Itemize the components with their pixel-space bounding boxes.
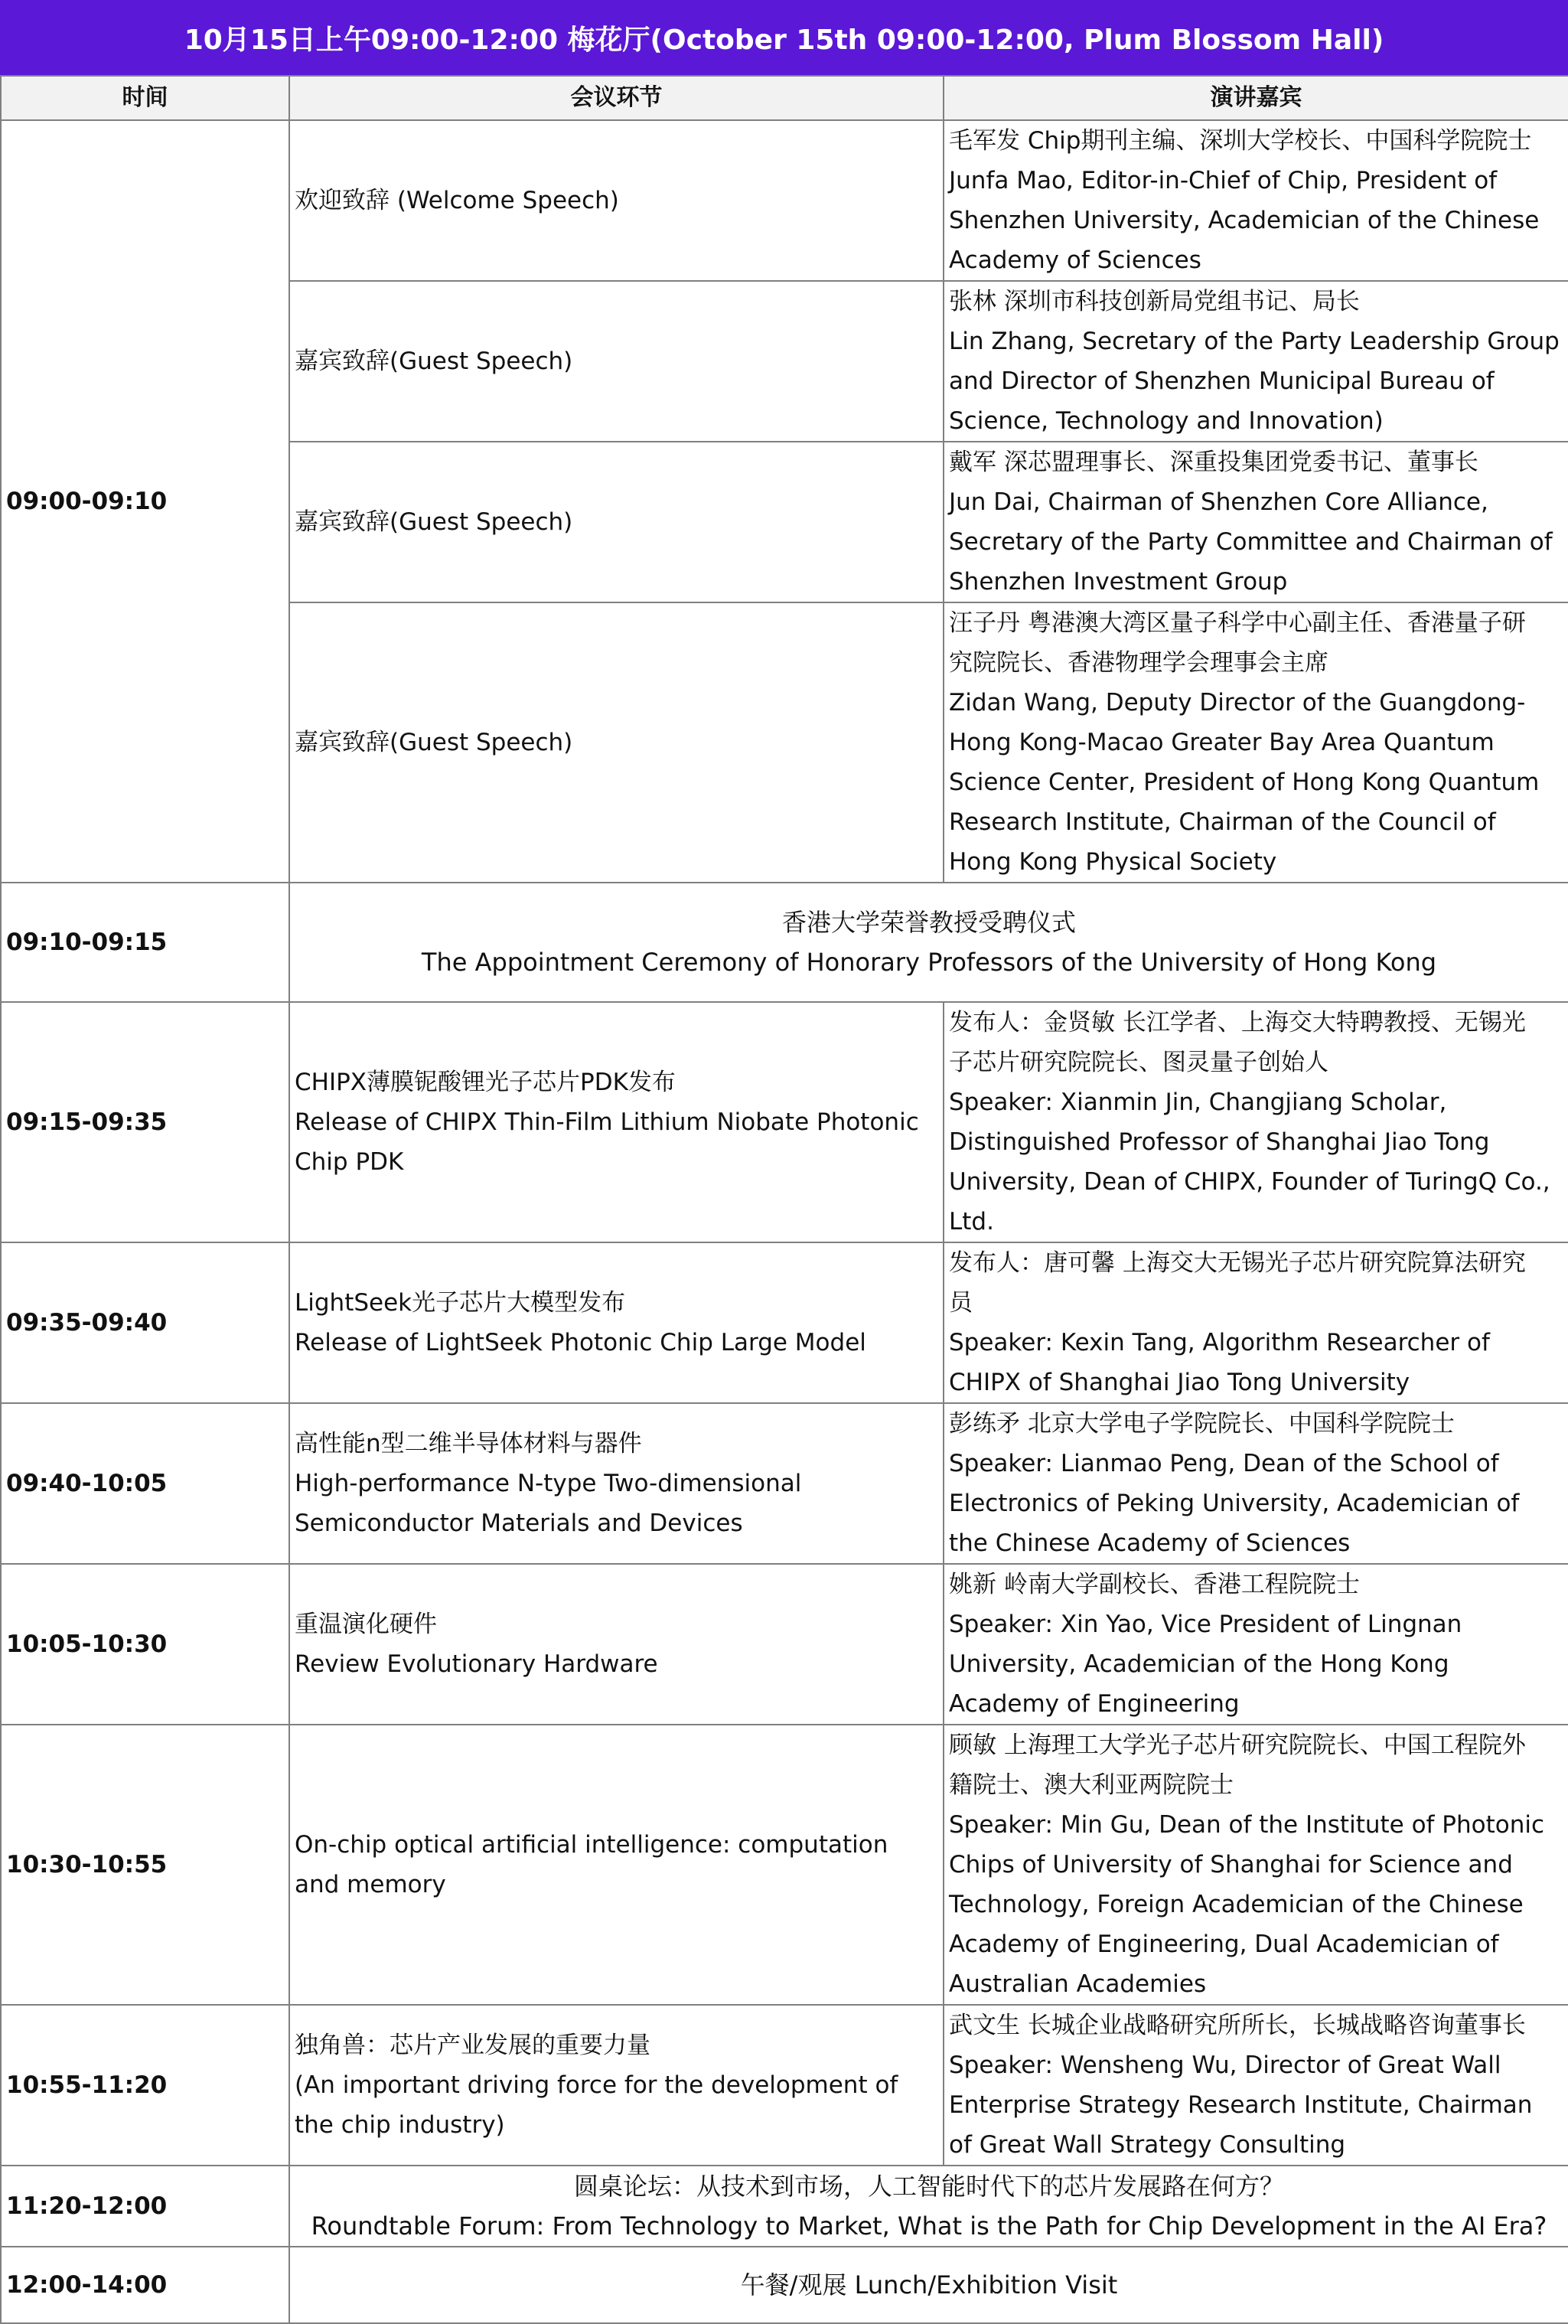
text-line: Electronics of Peking University, Academician of [949, 1490, 1520, 1517]
text-line: Semiconductor Materials and Devices [295, 1510, 743, 1537]
text-line: the chip industry) [295, 2111, 505, 2139]
text-line: Release of CHIPX Thin-Film Lithium Niobate Photonic [295, 1108, 919, 1136]
text-line: Speaker: Xin Yao, Vice President of Lingnan [949, 1611, 1462, 1638]
column-header-row [1, 76, 1568, 120]
speaker-cell [944, 2005, 1568, 2166]
text-line: and Director of Shenzhen Municipal Bureau of [949, 367, 1495, 395]
text-line: Junfa Mao, Editor-in-Chief of Chip, President of [949, 167, 1498, 194]
text-line: of Great Wall Strategy Consulting [949, 2131, 1346, 2159]
time-cell: 09:15-09:35 [1, 1002, 289, 1242]
time-cell: 09:00-09:10 [1, 120, 289, 883]
text-line: Enterprise Strategy Research Institute, Chairman [949, 2091, 1533, 2119]
time-cell: 09:10-09:15 [1, 883, 289, 1002]
text-line: On-chip optical artificial intelligence: computation [295, 1831, 888, 1859]
text-line: 发布人：金贤敏 长江学者、上海交大特聘教授、无锡光 [949, 1009, 1526, 1036]
text-line: Zidan Wang, Deputy Director of the Guangdong- [949, 689, 1526, 716]
text-line: Hong Kong Physical Society [949, 848, 1277, 876]
text-line: Speaker: Wensheng Wu, Director of Great Wall [949, 2051, 1501, 2079]
text-line: The Appointment Ceremony of Honorary Professors of the University of Hong Kong [421, 948, 1437, 977]
schedule-row [1, 1002, 1568, 1242]
text-line: 嘉宾致辞(Guest Speech) [295, 348, 573, 375]
text-line: Academy of Engineering, Dual Academician of [949, 1931, 1499, 1958]
text-line: 嘉宾致辞(Guest Speech) [295, 508, 573, 536]
text-line: Academy of Sciences [949, 246, 1201, 274]
merged-session-cell [289, 2247, 1568, 2323]
column-header-speaker: 演讲嘉宾 [944, 76, 1568, 120]
text-line: Technology, Foreign Academician of the Chinese [949, 1891, 1524, 1918]
text-line: Speaker: Min Gu, Dean of the Institute of Photonic [949, 1811, 1545, 1839]
speaker-cell [944, 602, 1568, 883]
text-line: Secretary of the Party Committee and Chairman of [949, 528, 1553, 556]
text-line: University, Academician of the Hong Kong [949, 1650, 1449, 1678]
speaker-cell [944, 1403, 1568, 1564]
text-line: 圆桌论坛：从技术到市场，人工智能时代下的芯片发展路在何方？ [573, 2172, 1284, 2201]
text-line: the Chinese Academy of Sciences [949, 1529, 1351, 1557]
schedule-row [1, 120, 1568, 281]
text-line: 顾敏 上海理工大学光子芯片研究院院长、中国工程院外 [949, 1732, 1526, 1759]
speaker-cell [944, 1564, 1568, 1725]
text-line: 籍院士、澳大利亚两院院士 [949, 1771, 1234, 1799]
text-line: University, Dean of CHIPX, Founder of TuringQ Co., [949, 1168, 1550, 1196]
text-line: Science Center, President of Hong Kong Quantum [949, 769, 1540, 796]
text-line: Science, Technology and Innovation) [949, 407, 1384, 435]
text-line: 彭练矛 北京大学电子学院院长、中国科学院院士 [949, 1410, 1455, 1438]
text-line: Jun Dai, Chairman of Shenzhen Core Alliance, [949, 488, 1488, 516]
text-line: 戴军 深芯盟理事长、深重投集团党委书记、董事长 [949, 449, 1478, 476]
text-line: 张林 深圳市科技创新局党组书记、局长 [949, 288, 1360, 315]
session-cell [289, 442, 944, 602]
speaker-cell [944, 1725, 1568, 2005]
schedule-row [1, 2166, 1568, 2247]
text-line: Shenzhen University, Academician of the Chinese [949, 207, 1540, 234]
speaker-cell [944, 1002, 1568, 1242]
schedule-table [0, 75, 1568, 2324]
time-cell: 11:20-12:00 [1, 2166, 289, 2247]
text-line: Ltd. [949, 1208, 994, 1235]
text-line: CHIPX薄膜铌酸锂光子芯片PDK发布 [295, 1069, 676, 1096]
text-line: Distinguished Professor of Shanghai Jiao Tong [949, 1128, 1490, 1156]
session-cell [289, 281, 944, 442]
session-cell [289, 1564, 944, 1725]
time-cell: 10:30-10:55 [1, 1725, 289, 2005]
text-line: Shenzhen Investment Group [949, 568, 1288, 596]
text-line: Academy of Engineering [949, 1690, 1240, 1718]
text-line: 发布人：唐可馨 上海交大无锡光子芯片研究院算法研究 [949, 1249, 1526, 1277]
text-line: 子芯片研究院院长、图灵量子创始人 [949, 1049, 1328, 1076]
text-line: 究院院长、香港物理学会理事会主席 [949, 649, 1328, 677]
text-line: Release of LightSeek Photonic Chip Large Model [295, 1329, 866, 1356]
text-line: 重温演化硬件 [295, 1611, 437, 1638]
text-line: 毛军发 Chip期刊主编、深圳大学校长、中国科学院院士 [949, 127, 1532, 155]
merged-session-cell [289, 883, 1568, 1002]
schedule-row [1, 1564, 1568, 1725]
column-header-session: 会议环节 [289, 76, 944, 120]
text-line: Roundtable Forum: From Technology to Market, What is the Path for Chip Development in the AI Era? [311, 2211, 1547, 2241]
session-cell [289, 1725, 944, 2005]
text-line: LightSeek光子芯片大模型发布 [295, 1289, 626, 1317]
text-line: High-performance N-type Two-dimensional [295, 1470, 802, 1497]
text-line: 高性能n型二维半导体材料与器件 [295, 1430, 642, 1457]
schedule-header: 10月15日上午09:00-12:00 梅花厅(October 15th 09:00-12:00, Plum Blossom Hall) [0, 0, 1568, 75]
text-line: CHIPX of Shanghai Jiao Tong University [949, 1369, 1410, 1396]
text-line: Review Evolutionary Hardware [295, 1650, 658, 1678]
text-line: Research Institute, Chairman of the Council of [949, 808, 1496, 836]
text-line: (An important driving force for the development of [295, 2071, 898, 2099]
text-line: Speaker: Lianmao Peng, Dean of the School of [949, 1450, 1499, 1477]
text-line: 独角兽：芯片产业发展的重要力量 [295, 2032, 650, 2059]
merged-session-cell [289, 2166, 1568, 2247]
text-line: Speaker: Xianmin Jin, Changjiang Scholar, [949, 1089, 1447, 1116]
text-line: Speaker: Kexin Tang, Algorithm Researcher of [949, 1329, 1490, 1356]
speaker-cell [944, 281, 1568, 442]
time-cell: 12:00-14:00 [1, 2247, 289, 2323]
session-cell [289, 120, 944, 281]
text-line: 香港大学荣誉教授受聘仪式 [781, 908, 1076, 937]
session-cell [289, 2005, 944, 2166]
schedule-row [1, 2005, 1568, 2166]
text-line: 汪子丹 粤港澳大湾区量子科学中心副主任、香港量子研 [949, 609, 1526, 637]
text-line: 嘉宾致辞(Guest Speech) [295, 729, 573, 756]
text-line: Chip PDK [295, 1148, 404, 1176]
text-line: 欢迎致辞 (Welcome Speech) [295, 187, 619, 214]
speaker-cell [944, 442, 1568, 602]
text-line: 武文生 长城企业战略研究所所长，长城战略咨询董事长 [949, 2012, 1526, 2039]
column-header-time: 时间 [1, 76, 289, 120]
text-line: 员 [949, 1289, 973, 1317]
time-cell: 09:40-10:05 [1, 1403, 289, 1564]
schedule-row [1, 1242, 1568, 1403]
speaker-cell [944, 120, 1568, 281]
text-line: Lin Zhang, Secretary of the Party Leadership Group [949, 328, 1560, 355]
text-line: Chips of University of Shanghai for Science and [949, 1851, 1513, 1878]
text-line: and memory [295, 1871, 446, 1898]
session-cell [289, 602, 944, 883]
time-cell: 10:55-11:20 [1, 2005, 289, 2166]
time-cell: 10:05-10:30 [1, 1564, 289, 1725]
schedule-row [1, 2247, 1568, 2323]
text-line: 姚新 岭南大学副校长、香港工程院院士 [949, 1571, 1360, 1598]
text-line: Hong Kong-Macao Greater Bay Area Quantum [949, 729, 1495, 756]
schedule-row [1, 1725, 1568, 2005]
schedule-row [1, 1403, 1568, 1564]
time-cell: 09:35-09:40 [1, 1242, 289, 1403]
text-line: Australian Academies [949, 1970, 1207, 1998]
text-line: 午餐/观展 Lunch/Exhibition Visit [740, 2270, 1118, 2300]
session-cell [289, 1242, 944, 1403]
session-cell [289, 1002, 944, 1242]
session-cell [289, 1403, 944, 1564]
speaker-cell [944, 1242, 1568, 1403]
schedule-row [1, 883, 1568, 1002]
